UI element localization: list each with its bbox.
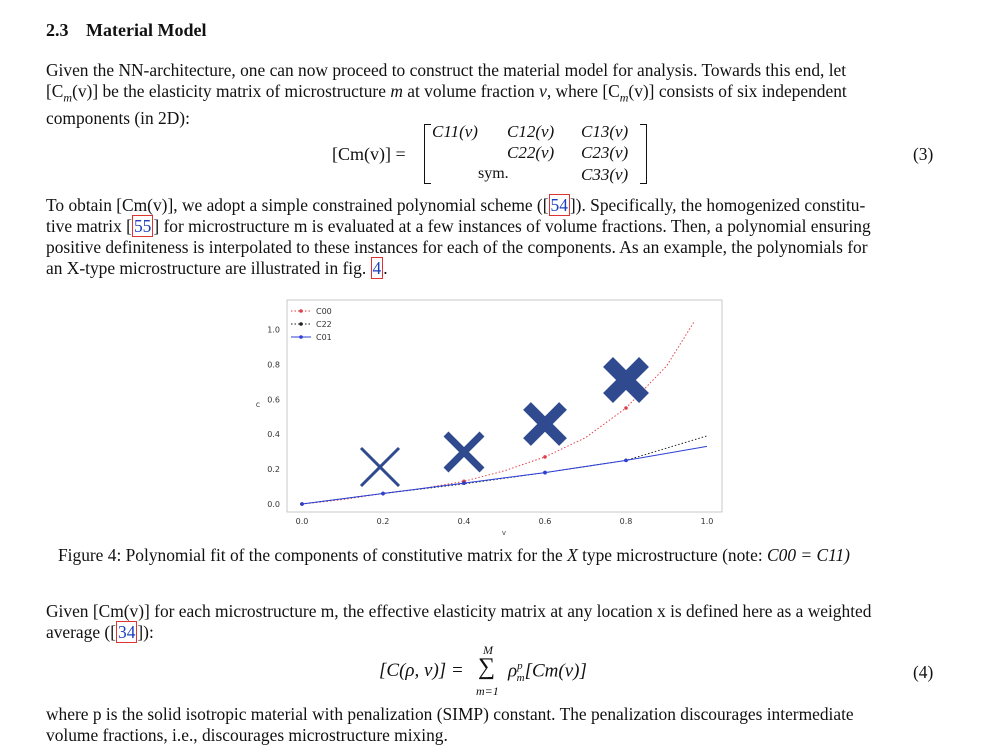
data-point-c00 — [543, 455, 547, 459]
section-title: Material Model — [86, 20, 207, 40]
figure-4-chart — [0, 290, 1000, 540]
eq3-left-bracket — [424, 124, 431, 184]
para2-line4: an X-type microstructure are illustrated in fig. 4 . — [46, 258, 388, 278]
equation-3 — [0, 120, 1000, 190]
eq3-lhs: [Cm(v)] = — [332, 144, 406, 164]
section-heading — [46, 20, 206, 41]
eq4-number: (4) — [913, 662, 934, 682]
x-axis-label: v — [501, 529, 507, 537]
series-line-c00 — [302, 321, 695, 504]
eq3-c33: C33(v) — [581, 165, 629, 184]
x-tick-label: 0.4 — [457, 517, 471, 526]
section-number: 2.3 — [46, 20, 69, 40]
y-tick-label: 0.2 — [267, 465, 280, 475]
para2-line2: tive matrix [ 55 ] for microstructure m is evaluated at a few instances of volume fractions. Then, a polynomial ensuring — [46, 216, 871, 236]
x-tick-label: 0.0 — [295, 517, 309, 526]
legend-label-c01: C01 — [316, 333, 332, 342]
x-tick-label: 0.2 — [376, 517, 390, 526]
eq3-right-bracket — [640, 124, 647, 184]
para1-line3: components (in 2D): — [46, 108, 190, 129]
eq3-number: (3) — [913, 144, 934, 164]
data-point-c01 — [624, 459, 628, 463]
data-point-c00 — [624, 406, 628, 410]
para2-line1: To obtain [Cm(v)], we adopt a simple constrained polynomial scheme ([ 54 ]). Specifically, the homogenized constitu- — [46, 195, 866, 215]
data-point-c01 — [300, 502, 304, 506]
para1-line1: Given the NN-architecture, one can now proceed to construct the material model for analysis. Towards this end, let — [46, 60, 847, 80]
para3-line1: Given [Cm(v)] for each microstructure m, the effective elasticity matrix at any location x is defined here as a weighted — [46, 601, 872, 621]
series-line-c01 — [302, 446, 707, 504]
eq3-c23: C23(v) — [581, 143, 629, 162]
figure-4-caption: Figure 4: Polynomial fit of the components of constitutive matrix for the X type microstructure (note: C00 = C11) — [58, 545, 850, 565]
x-tick-label: 1.0 — [700, 517, 714, 526]
paragraph-effective-matrix — [46, 601, 936, 643]
y-tick-label: 0.4 — [267, 430, 280, 440]
data-point-c01 — [462, 481, 466, 485]
legend-marker-c22 — [299, 322, 303, 326]
legend-label-c22: C22 — [316, 320, 332, 329]
cite-54[interactable]: 54 — [550, 195, 568, 215]
microstructure-glyphs — [361, 362, 644, 486]
eq4-lhs: [C(ρ, v)] = — [379, 660, 464, 681]
eq4-sum-symbol: ∑ — [478, 654, 496, 680]
para4-line1: where p is the solid isotropic material with penalization (SIMP) constant. The penalization discourages intermediate — [46, 704, 854, 724]
plot-frame — [287, 300, 722, 512]
eq4-sum-top: M — [483, 643, 493, 657]
para2-line3: positive definiteness is interpolated to these instances for each of the components. As an example, the polynomials for — [46, 237, 868, 257]
figure-4-link[interactable]: 4 — [372, 258, 382, 278]
chart-legend — [291, 307, 332, 342]
y-tick-label: 0.6 — [267, 395, 280, 405]
para1-line2: $[C_m(v)]$ be the elasticity matrix of microstructure m at volume fraction v, where $[C_m(v)]$ consists of six independent — [46, 81, 847, 105]
cite-55[interactable]: 55 — [133, 216, 152, 236]
eq3-c22: C22(v) — [507, 143, 555, 162]
legend-marker-c00 — [299, 309, 303, 313]
y-tick-label: 1.0 — [267, 325, 280, 335]
series-line-c22 — [302, 436, 707, 504]
legend-marker-c01 — [299, 335, 303, 339]
y-tick-label: 0.8 — [267, 360, 280, 370]
eq3-c13: C13(v) — [581, 122, 629, 141]
equation-4 — [0, 640, 1000, 700]
paragraph-polynomial — [46, 195, 936, 279]
paragraph-simp — [46, 704, 936, 746]
eq3-sym: sym. — [478, 165, 509, 182]
legend-label-c00: C00 — [316, 307, 332, 316]
eq4-sum-bottom: m=1 — [476, 684, 499, 698]
eq4-rho: $\rho^p_m[Cm(v)]$ — [508, 660, 587, 685]
para3-line2: average ([ 34 ]): — [46, 622, 154, 642]
data-point-c01 — [543, 471, 547, 475]
x-tick-label: 0.6 — [538, 517, 552, 526]
y-tick-label: 0.0 — [267, 500, 280, 509]
data-point-c01 — [381, 492, 385, 496]
cite-34[interactable]: 34 — [118, 622, 136, 642]
eq3-c11: C11(v) — [432, 122, 478, 141]
x-tick-label: 0.8 — [619, 517, 633, 526]
para4-line2: volume fractions, i.e., discourages microstructure mixing. — [46, 725, 448, 745]
y-axis-label: c — [255, 400, 261, 409]
eq3-c12: C12(v) — [507, 122, 555, 141]
chart-marks — [300, 321, 707, 506]
